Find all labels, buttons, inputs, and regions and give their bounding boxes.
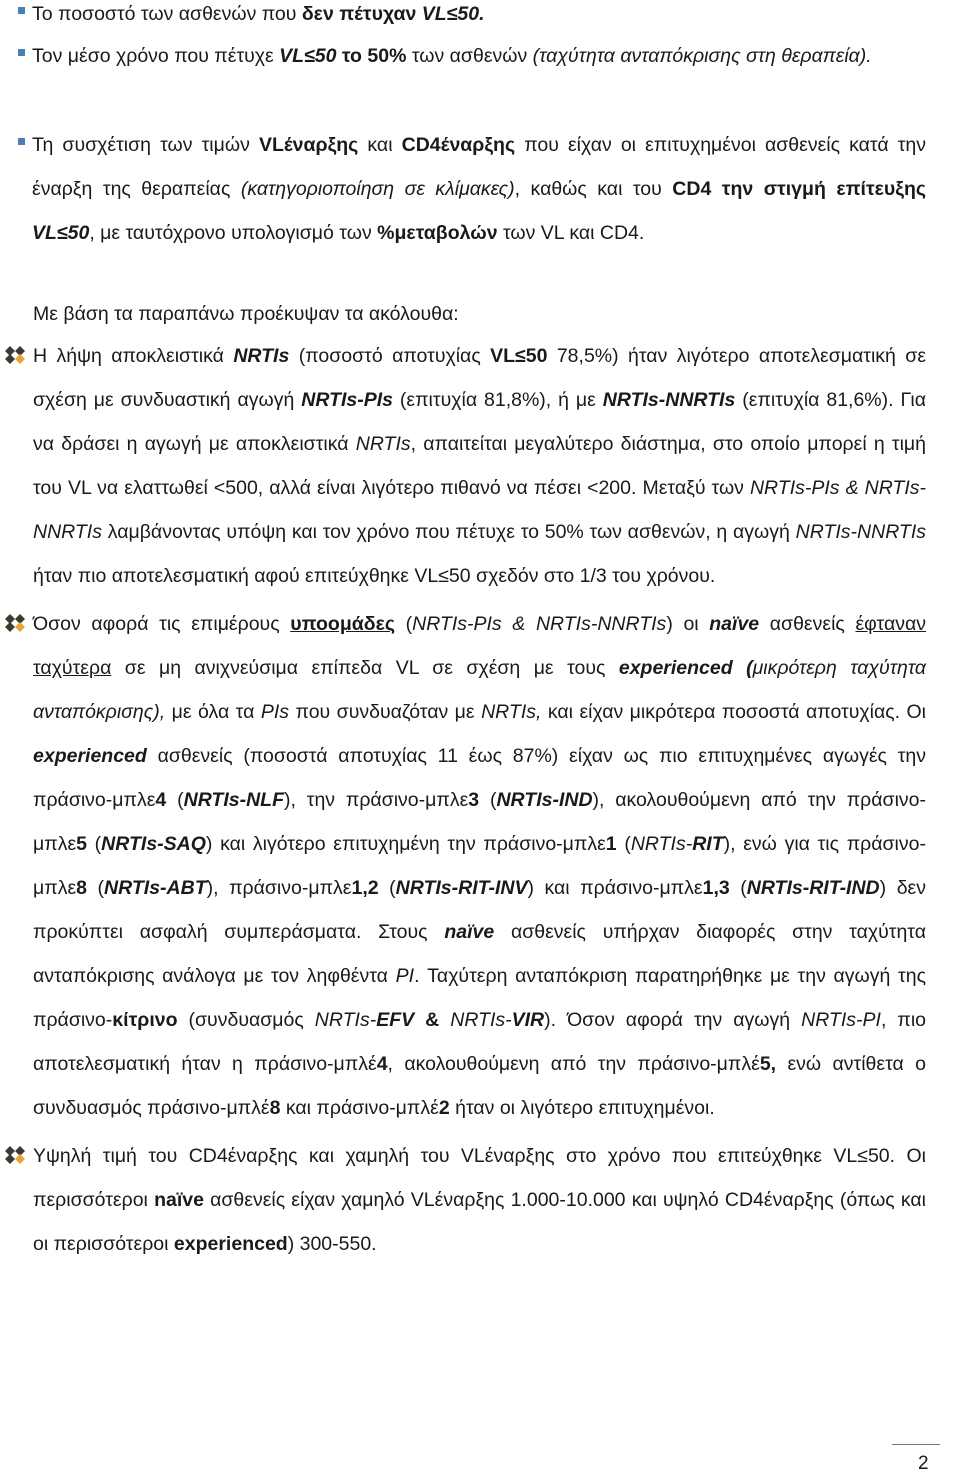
text-run: naïve xyxy=(154,1189,204,1211)
text-run: (ποσοστό αποτυχίας xyxy=(289,345,491,367)
text-run: NRTIs- xyxy=(630,833,693,855)
text-run: NRTIs-PIs xyxy=(301,389,393,411)
text-run: 8 xyxy=(269,1097,281,1119)
square-bullet-icon xyxy=(18,138,25,145)
text-run: (κατηγοριοποίηση σε κλίμακες) xyxy=(240,178,515,200)
text-run: naïve xyxy=(709,613,760,635)
text-run: (ταχύτητα ανταπόκρισης στη θεραπεία). xyxy=(532,45,872,67)
text-run: , με ταυτόχρονο υπολογισμό των xyxy=(89,222,378,244)
text-run: μικρότερη ταχύτητα ανταπόκρισης), xyxy=(33,657,927,723)
text-run: Υψηλή τιμή του CD4έναρξης και χαμηλή του VLέναρξης στο χρόνο που επιτεύχθηκε VL≤50. Οι περισσότεροι xyxy=(33,1145,926,1211)
text-run: σε μη ανιχνεύσιμα επίπεδα VL σε σχέση με τους xyxy=(111,657,619,679)
text-run: Τον μέσο χρόνο που πέτυχε xyxy=(32,45,280,67)
text-run: , ακολουθούμενη από την πράσινο-μπλέ xyxy=(387,1053,760,1075)
finding-item-cd4 xyxy=(0,1134,960,1266)
text-run: 4 xyxy=(155,789,167,811)
page-number: 2 xyxy=(918,1453,929,1474)
text-run: VL≤50 xyxy=(279,45,337,67)
text-run: , πιο αποτελεσματική ήταν η πράσινο-μπλέ xyxy=(33,1009,926,1075)
text-run: ), ενώ για τις πράσινο-μπλε xyxy=(33,833,926,899)
text-run: ( xyxy=(166,789,184,811)
criteria-item-failure-rate xyxy=(0,0,960,36)
text-run: ( xyxy=(378,877,396,899)
text-run: λαμβάνοντας υπόψη και τον χρόνο που πέτυχε το 50% των ασθενών, η αγωγή xyxy=(101,521,796,543)
text-run: (συνδυασμός xyxy=(177,1009,315,1031)
text-run: που είχαν οι επιτυχημένοι ασθενείς κατά την έναρξη της θεραπείας xyxy=(32,134,926,200)
text-run: CD4έναρξης xyxy=(401,134,516,156)
text-run: & xyxy=(414,1009,451,1031)
text-run: NRTIs-SAQ xyxy=(101,833,206,855)
text-run: %μεταβολών xyxy=(377,222,498,244)
text-run: ήταν οι λιγότερο επιτυχημένοι. xyxy=(449,1097,715,1119)
text-run: ( xyxy=(479,789,497,811)
text-run: VL≤50. xyxy=(421,3,485,25)
text-run: NRTIs- xyxy=(450,1009,512,1031)
square-bullet-icon xyxy=(18,49,25,56)
text-run: ) και λιγότερο επιτυχημένη την πράσινο-μπλε xyxy=(205,833,606,855)
text-run: naïve xyxy=(444,921,495,943)
text-run: NRTIs-RIT-INV xyxy=(395,877,528,899)
four-diamonds-bullet-icon xyxy=(4,346,26,364)
text-run: NRTIs-PIs & NRTIs-NNRTIs xyxy=(412,613,667,635)
text-run: RIT xyxy=(692,833,724,855)
text-run: υποομάδες xyxy=(290,613,395,635)
text-run: NRTIs-PIs & NRTIs-NNRTIs xyxy=(33,477,926,543)
text-run: 5 xyxy=(76,833,87,855)
text-run: NRTIs- xyxy=(314,1009,377,1031)
text-run: , καθώς και του xyxy=(514,178,673,200)
paragraph-text xyxy=(33,345,926,587)
text-run: 8 xyxy=(76,877,87,899)
text-run: ) και πράσινο-μπλε xyxy=(527,877,703,899)
text-run: ). Όσον αφορά την αγωγή xyxy=(544,1009,802,1031)
text-run: Όσον αφορά τις επιμέρους xyxy=(33,613,291,635)
text-run: ) 300-550. xyxy=(287,1233,377,1255)
text-run: VIR xyxy=(511,1009,545,1031)
text-run: ( xyxy=(87,833,102,855)
text-run: 3 xyxy=(468,789,480,811)
text-run: ), την πράσινο-μπλε xyxy=(284,789,469,811)
text-run: NRTIs xyxy=(355,433,411,455)
text-run: ( xyxy=(729,877,747,899)
finding-item-subgroups xyxy=(0,602,960,1130)
text-run: το 50% xyxy=(336,45,407,67)
text-run: VL≤50 xyxy=(32,222,90,244)
text-run: ( xyxy=(87,877,105,899)
text-run: 5, xyxy=(759,1053,777,1075)
text-run: CD4 την στιγμή επίτευξης xyxy=(672,178,926,200)
text-run: PI xyxy=(395,965,415,987)
text-run: 1,2 xyxy=(351,877,379,899)
text-run: 4 xyxy=(376,1053,388,1075)
footer-rule xyxy=(892,1444,940,1445)
text-run: με όλα τα xyxy=(165,701,261,723)
text-run: ), ακολουθούμενη από την πράσινο-μπλε xyxy=(33,789,926,855)
four-diamonds-bullet-icon xyxy=(4,614,26,632)
text-run: 2 xyxy=(438,1097,450,1119)
text-run: , απαιτείται μεγαλύτερο διάστημα, στο οποίο μπορεί η τιμή του VL να ελαττωθεί <500, αλλά είναι λιγότερο πιθανό να πέσει <200. Μεταξύ των xyxy=(33,433,926,499)
text-run: NRTIs-NNRTIs xyxy=(602,389,736,411)
text-run: και πράσινο-μπλέ xyxy=(280,1097,439,1119)
text-run: NRTIs-IND xyxy=(496,789,593,811)
text-run: των ασθενών xyxy=(406,45,533,67)
text-run: δεν πέτυχαν xyxy=(301,3,422,25)
text-run: ήταν πιο αποτελεσματική αφού επιτεύχθηκε VL≤50 σχεδόν στο 1/3 του χρόνου. xyxy=(33,565,716,587)
paragraph-text xyxy=(33,613,926,1119)
paragraph-text xyxy=(32,45,872,67)
text-run: Τη συσχέτιση των τιμών xyxy=(32,134,259,156)
text-run: ( xyxy=(616,833,631,855)
text-run: (επιτυχία 81,6%). Για να δράσει η αγωγή με αποκλειστικά xyxy=(33,389,926,455)
text-run: ασθενείς είχαν χαμηλό VLέναρξης 1.000-10.000 και υψηλό CD4έναρξης (όπως και οι περισσότεροι xyxy=(33,1189,927,1255)
text-run: NRTIs xyxy=(233,345,290,367)
text-run: EFV xyxy=(376,1009,415,1031)
criteria-item-mean-time xyxy=(0,34,960,78)
paragraph-text xyxy=(33,1145,926,1255)
text-run: και είχαν μικρότερα ποσοστά αποτυχίας. Οι xyxy=(541,701,927,723)
text-run: VLέναρξης xyxy=(258,134,359,156)
text-run: VL≤50 xyxy=(490,345,548,367)
paragraph-text xyxy=(32,134,926,244)
text-run: . Ταχύτερη ανταπόκριση παρατηρήθηκε με την αγωγή της πράσινο- xyxy=(33,965,926,1031)
text-run: Η λήψη αποκλειστικά xyxy=(33,345,234,367)
text-run: και xyxy=(358,134,402,156)
text-run: NRTIs-ABT xyxy=(104,877,207,899)
text-run: experienced xyxy=(33,745,147,767)
text-run: ) δεν προκύπτει ασφαλή συμπεράσματα. Στους xyxy=(33,877,926,943)
square-bullet-icon xyxy=(18,7,25,14)
four-diamonds-bullet-icon xyxy=(4,1146,26,1164)
text-run: ενώ αντίθετα ο συνδυασμός πράσινο-μπλέ xyxy=(33,1053,926,1119)
text-run: NRTIs-NLF xyxy=(183,789,284,811)
text-run: κίτρινο xyxy=(112,1009,178,1031)
findings-list xyxy=(0,334,960,1270)
paragraph-text xyxy=(32,3,485,25)
text-run: NRTIs, xyxy=(481,701,542,723)
text-run: ), πράσινο-μπλε xyxy=(206,877,352,899)
criteria-item-correlation xyxy=(0,123,960,255)
text-run: NRTIs-NNRTIs xyxy=(795,521,926,543)
text-run: έφταναν ταχύτερα xyxy=(33,613,926,679)
text-run: (επιτυχία 81,8%), ή με xyxy=(392,389,603,411)
text-run: 78,5%) ήταν λιγότερο αποτελεσματική σε σχέση με συνδυαστική αγωγή xyxy=(33,345,927,411)
text-run: NRTIs-RIT-IND xyxy=(746,877,880,899)
text-run: ασθενείς υπήρχαν διαφορές στην ταχύτητα ανταπόκρισης ανάλογα με τον ληφθέντα xyxy=(33,921,927,987)
text-run: experienced ( xyxy=(618,657,753,679)
intro-sentence: Με βάση τα παραπάνω προέκυψαν τα ακόλουθα: xyxy=(33,303,459,325)
text-run: των VL και CD4. xyxy=(497,222,645,244)
text-run: ασθενείς (ποσοστά αποτυχίας 11 έως 87%) είχαν ως πιο επιτυχημένες αγωγές την πράσινο-μπλε xyxy=(33,745,926,811)
text-run: Το ποσοστό των ασθενών που xyxy=(32,3,302,25)
text-run: ) οι xyxy=(666,613,710,635)
text-run: ασθενείς xyxy=(759,613,856,635)
finding-item-nrtis xyxy=(0,334,960,598)
text-run: ( xyxy=(394,613,413,635)
text-run: NRTIs-PI xyxy=(801,1009,881,1031)
text-run: 1,3 xyxy=(702,877,730,899)
text-run: experienced xyxy=(173,1233,288,1255)
text-run: PIs xyxy=(260,701,290,723)
text-run: που συνδυαζόταν με xyxy=(289,701,482,723)
text-run: 1 xyxy=(605,833,617,855)
